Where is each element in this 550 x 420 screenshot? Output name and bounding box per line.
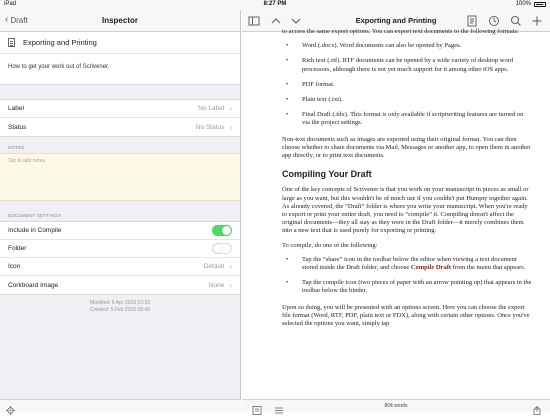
editor-toolbar [242, 399, 550, 412]
format-list [282, 42, 532, 127]
status-row-label: Status [8, 123, 27, 131]
carrier-label: iPad [4, 1, 17, 7]
document-info [0, 32, 240, 85]
list-item: • PDF format. [282, 81, 532, 89]
gear-icon[interactable] [6, 402, 15, 420]
document-icon [8, 38, 15, 47]
chevron-right-icon: › [229, 280, 232, 290]
inspector-title: Inspector [101, 16, 138, 25]
settings-group [0, 221, 240, 295]
document-dates [0, 295, 240, 314]
section-heading: Compiling Your Draft [282, 169, 372, 180]
status-row[interactable] [0, 118, 240, 136]
created-date: Created: 5 Feb 2016 09:49 [90, 307, 150, 313]
list-item: • Rich text (.rtf). RTF documents can be opened by a wide variety of desktop word processors, although there is not yet much support for it among other iOS apps. [282, 57, 532, 73]
notes-field[interactable] [0, 153, 240, 201]
back-label: Draft [10, 15, 28, 25]
folder-row [0, 240, 240, 258]
status-right [516, 1, 546, 7]
editor-text[interactable] [242, 28, 550, 399]
inspector-panel [0, 10, 241, 412]
intro-tail: following formats: [470, 28, 519, 35]
list-item [282, 256, 532, 272]
chevron-left-icon: ‹ [5, 14, 9, 25]
chevron-right-icon: › [229, 262, 232, 271]
toggle-knob [213, 244, 222, 253]
notes-header: NOTES [8, 145, 25, 150]
text-paragraph: Upon so doing, you will be presented with an options screen. Here you can choose the export file format (Word, RTF, PDF, plain text or FDX), along with certain other options. Once you've selected the options you want, simply tap [282, 303, 530, 328]
metadata-group [0, 99, 240, 137]
clock: 8:27 PM [263, 1, 287, 7]
icon-row-value: Default [203, 263, 225, 270]
chevron-right-icon: › [229, 122, 232, 132]
inspector-icon[interactable] [466, 14, 478, 26]
toggle-knob [222, 226, 231, 235]
list-item: • Word (.docx). Word documents can also be opened by Pages. [282, 42, 532, 50]
include-compile-label: Include in Compile [8, 227, 62, 234]
compile-draft-link[interactable]: Compile Draft [410, 264, 452, 272]
text-paragraph: To compile, do one of the following: [282, 241, 378, 249]
label-row[interactable] [0, 100, 240, 118]
label-row-value: No Label [198, 105, 225, 112]
step-text: Tap the “share” icon in the toolbar below the editor when viewing a text document stored inside the Draft folder, and choose [302, 255, 517, 272]
icon-row-label: Icon [8, 263, 21, 270]
spacer [0, 85, 240, 99]
document-title-row[interactable] [0, 32, 240, 54]
notes-placeholder: Tap to add notes. [8, 158, 47, 164]
search-icon[interactable] [510, 14, 522, 26]
chevron-right-icon: › [229, 104, 232, 113]
include-compile-toggle[interactable] [212, 225, 232, 236]
settings-header: DOCUMENT SETTINGS [8, 213, 62, 218]
corkboard-row-label: Corkboard Image [8, 281, 59, 289]
synopsis-field[interactable]: How to get your work out of Scrivener. [8, 64, 110, 70]
folder-toggle[interactable] [212, 243, 232, 254]
folder-label: Folder [8, 245, 27, 252]
icon-row[interactable] [0, 258, 240, 276]
text-paragraph: Non-text documents such as images are exported using their original format. You can then choose whether to share documents via Mail, Messages or another app, to open them in another app directly, or to print text documents. [282, 135, 531, 160]
modified-date: Modified: 6 Apr 2018 10:10 [90, 300, 150, 306]
battery-percent: 100% [515, 1, 531, 7]
add-icon[interactable] [531, 14, 543, 26]
status-row-value: No Status [195, 123, 225, 131]
battery-icon [534, 2, 546, 7]
history-icon[interactable] [488, 14, 500, 26]
editor-panel [242, 10, 550, 412]
list-item: • Plain text (.txt). [282, 96, 532, 104]
editor-title: Exporting and Printing [355, 16, 437, 25]
compile-steps-list [282, 256, 532, 296]
step-text: from the menu that appears. [451, 264, 526, 272]
inspector-navbar [0, 10, 240, 32]
corkboard-row[interactable] [0, 276, 240, 294]
text-paragraph: One of the key concepts of Scrivener is that you work on your manuscript in pieces as small or large as you want, but this wouldn't be of much use if you couldn't put Humpty together again. As already covered, the “Draft” folder is where you write your manuscript. When you're ready to export or print your entire draft, you need to “compile” it. Compiling doesn't affect the original documents—they all stay as they were in the Draft folder—it merely combines them into a new text that is used purely for exporting or printing. [282, 186, 529, 235]
document-title: Exporting and Printing [23, 38, 97, 47]
text-paragraph [282, 28, 532, 36]
share-icon[interactable] [532, 402, 542, 411]
intro-top: to access the same export options. You can export text documents to the [282, 28, 469, 35]
include-compile-row [0, 222, 240, 240]
list-item: • Final Draft (.fdx). This format is only available if scriptwriting features are turned on via the project settings. [282, 111, 532, 127]
word-count[interactable]: 804 words [384, 403, 408, 409]
corkboard-row-value: None [208, 281, 225, 289]
inspector-toolbar [0, 399, 241, 412]
label-row-label: Label [8, 105, 24, 112]
list-item: • Tap the compile icon (two pieces of paper with an arrow pointing up) that appears in the toolbar below the binder. [282, 279, 532, 295]
status-bar [0, 0, 550, 10]
